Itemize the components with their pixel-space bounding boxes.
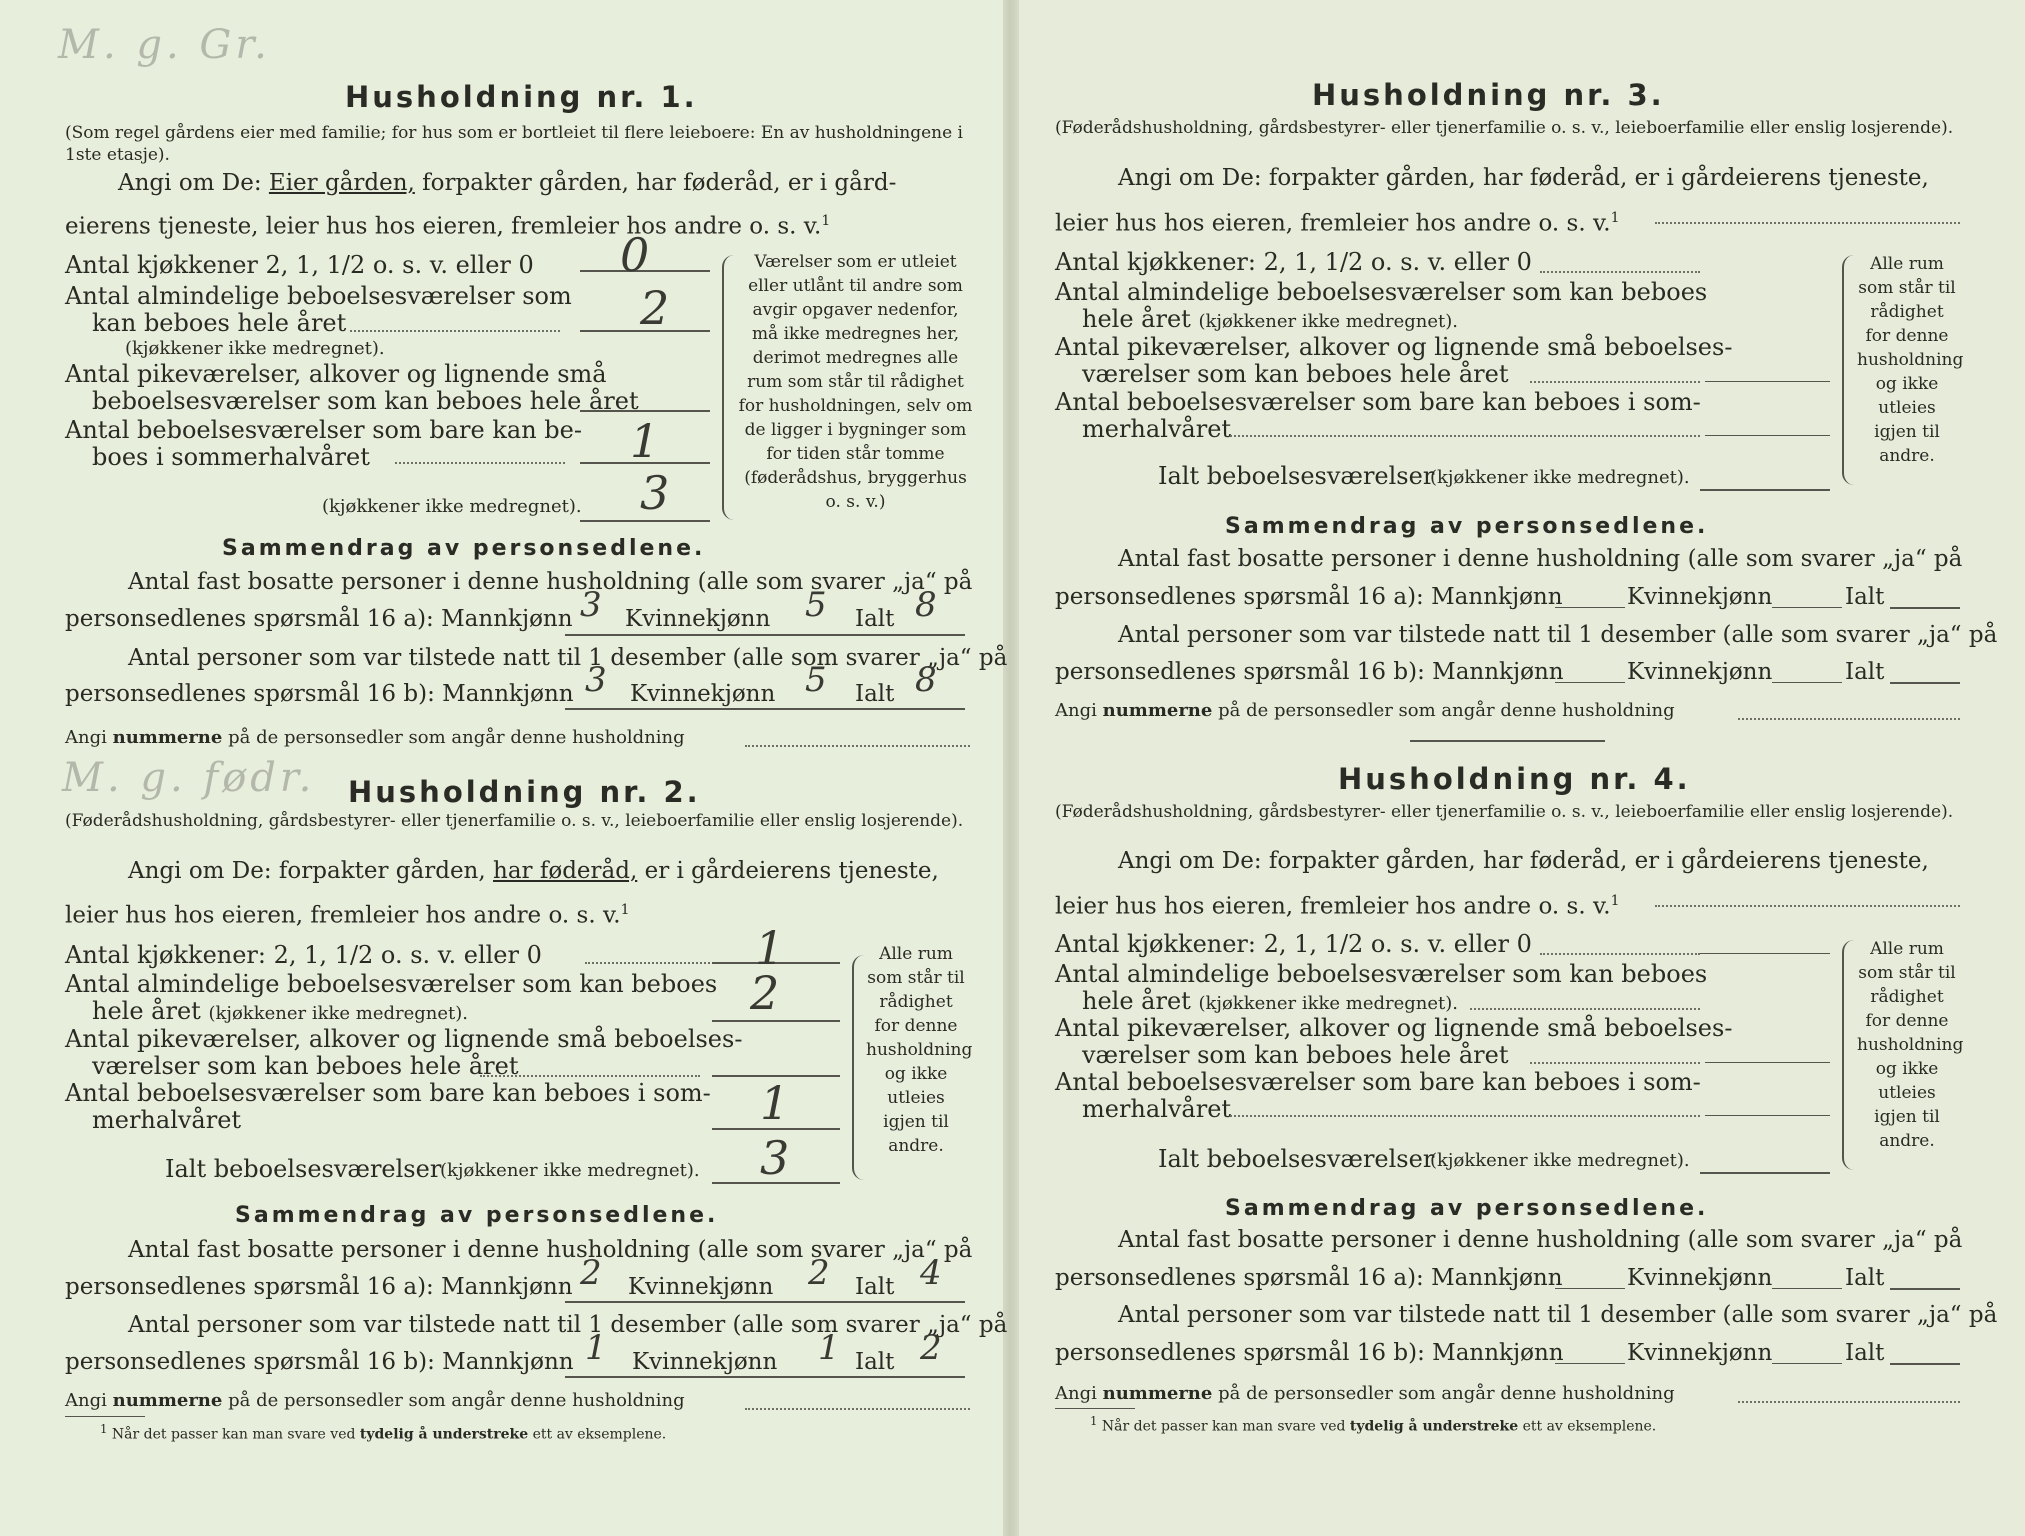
h2-rooms-value: 2	[750, 966, 780, 1020]
h4-fast-line2: personsedlenes spørsmål 16 a): Mannkjønn	[1055, 1265, 1563, 1291]
h1-present-line2: personsedlenes spørsmål 16 b): Mannkjønn	[65, 681, 574, 707]
h3-present-total-line	[1890, 682, 1960, 684]
h3-numbers-dots	[1738, 718, 1960, 720]
h2-present-line2: personsedlenes spørsmål 16 b): Mannkjønn	[65, 1349, 574, 1375]
h4-question-line1: Angi om De: forpakter gården, har føderåd, er i gårdeierens tjeneste,	[1118, 848, 1929, 874]
h2-total-value: 3	[760, 1131, 790, 1185]
h4-rooms-label-a: Antal almindelige beboelsesværelser som kan beboes	[1055, 960, 1708, 988]
h3-summer-label-a: Antal beboelsesværelser som bare kan beboes i som-	[1055, 388, 1701, 416]
h3-question-line2: leier hus hos eieren, fremleier hos andre o. s. v.$^1$	[1055, 210, 1620, 237]
h1-rooms-label-b: kan beboes hele året	[92, 309, 347, 337]
h4-kitchens-dots	[1540, 953, 1700, 955]
h2-summer-label-b: merhalvåret	[92, 1106, 242, 1134]
h2-brace	[852, 955, 864, 1180]
h4-kitchens-line	[1700, 953, 1830, 954]
h1-intro-label: Angi om De:	[118, 170, 262, 196]
h1-numbers-dots	[745, 745, 970, 747]
h4-box-note: Alle rum som står til rådighet for denne husholdning og ikke utleies igjen til andre.	[1857, 939, 1964, 1151]
h2-rooms-label-b: hele året (kjøkkener ikke medregnet).	[92, 997, 469, 1025]
h1-rooms-dots	[350, 330, 560, 332]
h4-rooms-label-b: hele året (kjøkkener ikke medregnet).	[1082, 987, 1459, 1015]
h2-fast-male-value: 2	[580, 1253, 602, 1293]
h3-fast-line2: personsedlenes spørsmål 16 a): Mannkjønn	[1055, 584, 1563, 610]
h3-present-line1: Antal personer som var tilstede natt til 1 desember (alle som svarer „ja“ på	[1118, 622, 1998, 648]
h3-present-line2: personsedlenes spørsmål 16 b): Mannkjønn	[1055, 659, 1564, 685]
h2-kitchens-value: 1	[755, 921, 785, 975]
h3-fast-line1: Antal fast bosatte personer i denne husholdning (alle som svarer „ja“ på	[1118, 546, 1963, 572]
h3-fast-male-line	[1555, 607, 1625, 608]
h3-rooms-label-b: hele året (kjøkkener ikke medregnet).	[1082, 305, 1459, 333]
h3-rooms-label-a: Antal almindelige beboelsesværelser som kan beboes	[1055, 278, 1708, 306]
h1-fast-total-label: Ialt	[855, 606, 895, 632]
h3-fast-total-label: Ialt	[1845, 584, 1885, 610]
h4-fast-male-line	[1555, 1288, 1625, 1289]
h1-fast-male-value: 3	[580, 585, 602, 625]
h1-question-line2: eierens tjeneste, leier hus hos eieren, fremleier hos andre o. s. v.$^1$	[65, 213, 831, 240]
h1-present-total-label: Ialt	[855, 681, 895, 707]
h3-question-line1: Angi om De: forpakter gården, har føderåd, er i gårdeierens tjeneste,	[1118, 165, 1929, 191]
h4-numbers-line: Angi nummerne på de personsedler som angår denne husholdning	[1055, 1383, 1675, 1404]
h2-box-note: Alle rum som står til rådighet for denne husholdning og ikke utleies igjen til andre.	[866, 944, 973, 1156]
h1-fast-line	[565, 634, 965, 636]
h1-fast-line1: Antal fast bosatte personer i denne husholdning (alle som svarer „ja“ på	[128, 569, 973, 595]
h1-summer-value: 1	[630, 414, 660, 468]
h2-fast-total-label: Ialt	[855, 1274, 895, 1300]
left-footnote-rule	[65, 1416, 145, 1417]
h4-question-dots	[1655, 905, 1960, 907]
h2-rooms-line	[712, 1020, 840, 1022]
h3-total-line	[1700, 489, 1830, 491]
h2-maid-label-a: Antal pikeværelser, alkover og lignende små beboelses-	[65, 1025, 743, 1053]
h1-present-line1: Antal personer som var tilstede natt til 1 desember (alle som svarer „ja“ på	[128, 645, 1008, 671]
h1-total-value: 3	[640, 466, 670, 520]
h2-present-total-value: 2	[920, 1328, 942, 1368]
h2-fast-total-value: 4	[920, 1253, 942, 1293]
h3-present-female-line	[1772, 682, 1842, 683]
h2-maid-label-b: værelser som kan beboes hele året	[92, 1052, 519, 1080]
h4-summer-dots	[1230, 1115, 1700, 1117]
h3-maid-dots	[1530, 381, 1700, 383]
h1-brace	[722, 255, 734, 520]
h1-fast-female-value: 5	[805, 585, 827, 625]
h1-total-line	[580, 520, 710, 522]
h2-fast-female-label: Kvinnekjønn	[628, 1274, 774, 1300]
h1-present-male-value: 3	[585, 660, 607, 700]
h4-subtitle: (Føderådshusholdning, gårdsbestyrer- eller tjenerfamilie o. s. v., leieboerfamilie eller enslig losjerende).	[1055, 802, 1954, 822]
h3-maid-label-a: Antal pikeværelser, alkover og lignende små beboelses-	[1055, 333, 1733, 361]
h1-fast-female-label: Kvinnekjønn	[625, 606, 771, 632]
section-divider	[1410, 740, 1605, 742]
h4-fast-total-label: Ialt	[1845, 1265, 1885, 1291]
h2-present-line	[565, 1376, 965, 1378]
h1-summer-dots	[395, 462, 565, 464]
h1-rooms-label-a: Antal almindelige beboelsesværelser som	[65, 282, 572, 310]
right-footnote: $^1$ Når det passer kan man svare ved tydelig å understreke ett av eksemplene.	[1090, 1414, 1657, 1435]
h1-rooms-value: 2	[640, 281, 670, 335]
h2-question-line2: leier hus hos eieren, fremleier hos andre o. s. v.$^1$	[65, 902, 630, 929]
h4-numbers-dots	[1738, 1401, 1960, 1403]
h1-title: Husholdning nr. 1.	[345, 80, 698, 114]
h1-summer-label-b: boes i sommerhalvåret	[92, 443, 370, 471]
h4-summer-label-a: Antal beboelsesværelser som bare kan beboes i som-	[1055, 1068, 1701, 1096]
h4-present-total-label: Ialt	[1845, 1340, 1885, 1366]
h3-present-total-label: Ialt	[1845, 659, 1885, 685]
h2-summer-value: 1	[760, 1076, 790, 1130]
h3-maid-line	[1705, 381, 1830, 382]
pencil-note-top: M. g. Gr.	[58, 22, 271, 68]
h4-summer-line	[1705, 1115, 1830, 1116]
h1-summer-label-a: Antal beboelsesværelser som bare kan be-	[65, 416, 582, 444]
h2-total-note: (kjøkkener ikke medregnet).	[440, 1160, 700, 1181]
h3-fast-female-label: Kvinnekjønn	[1627, 584, 1773, 610]
h4-maid-dots	[1530, 1062, 1700, 1064]
left-footnote: $^1$ Når det passer kan man svare ved tydelig å understreke ett av eksemplene.	[100, 1422, 667, 1443]
h3-subtitle: (Føderådshusholdning, gårdsbestyrer- eller tjenerfamilie o. s. v., leieboerfamilie eller enslig losjerende).	[1055, 118, 1954, 138]
h4-present-line2: personsedlenes spørsmål 16 b): Mannkjønn	[1055, 1340, 1564, 1366]
h1-box-note: Værelser som er utleiet eller utlånt til andre som avgir opgaver nedenfor, må ikke medregnes her, derimot medregnes alle rum som står til rådighet for husholdningen, selv om de ligger i bygninger som for tiden står tomme (føderådshus, bryggerhus o. s. v.)	[738, 252, 973, 512]
h4-brace	[1842, 940, 1854, 1170]
h1-kitchens-label: Antal kjøkkener 2, 1, 1/2 o. s. v. eller 0	[65, 251, 534, 279]
h1-fast-total-value: 8	[915, 585, 937, 625]
h1-present-total-value: 8	[915, 660, 937, 700]
h2-summer-label-a: Antal beboelsesværelser som bare kan beboes i som-	[65, 1079, 711, 1107]
h3-title: Husholdning nr. 3.	[1312, 78, 1665, 112]
h3-numbers-line: Angi nummerne på de personsedler som angår denne husholdning	[1055, 700, 1675, 721]
h2-subtitle: (Føderådshusholdning, gårdsbestyrer- eller tjenerfamilie o. s. v., leieboerfamilie eller enslig losjerende).	[65, 811, 964, 831]
h2-fast-line1: Antal fast bosatte personer i denne husholdning (alle som svarer „ja“ på	[128, 1237, 973, 1263]
pencil-note-middle: M. g. fødr.	[62, 755, 316, 801]
h4-maid-label-b: værelser som kan beboes hele året	[1082, 1041, 1509, 1069]
h3-fast-female-line	[1772, 607, 1842, 608]
h3-brace	[1842, 255, 1854, 485]
h1-fast-line2: personsedlenes spørsmål 16 a): Mannkjønn	[65, 606, 573, 632]
h4-present-line1: Antal personer som var tilstede natt til 1 desember (alle som svarer „ja“ på	[1118, 1302, 1998, 1328]
h4-kitchens-label: Antal kjøkkener: 2, 1, 1/2 o. s. v. eller 0	[1055, 930, 1532, 958]
h2-total-label: Ialt beboelsesværelser	[165, 1155, 442, 1183]
h1-present-female-label: Kvinnekjønn	[630, 681, 776, 707]
h1-numbers-line: Angi nummerne på de personsedler som angår denne husholdning	[65, 727, 685, 748]
h1-present-line	[565, 708, 965, 710]
h2-present-female-value: 1	[818, 1328, 840, 1368]
h3-total-note: (kjøkkener ikke medregnet).	[1430, 467, 1690, 488]
h3-total-label: Ialt beboelsesværelser	[1158, 462, 1435, 490]
h4-summer-label-b: merhalvåret	[1082, 1095, 1232, 1123]
h1-rooms-label-c: (kjøkkener ikke medregnet).	[125, 338, 385, 359]
h4-rooms-dots	[1470, 1008, 1700, 1010]
h2-fast-female-value: 2	[808, 1253, 830, 1293]
h1-total-note: (kjøkkener ikke medregnet).	[322, 496, 582, 517]
h2-fast-line	[565, 1301, 965, 1303]
h2-maid-dots	[480, 1075, 700, 1077]
h2-summary-title: Sammendrag av personsedlene.	[235, 1203, 719, 1228]
h4-summary-title: Sammendrag av personsedlene.	[1225, 1196, 1709, 1221]
h4-present-total-line	[1890, 1363, 1960, 1365]
h1-present-female-value: 5	[805, 660, 827, 700]
h2-present-line1: Antal personer som var tilstede natt til 1 desember (alle som svarer „ja“ på	[128, 1312, 1008, 1338]
h1-subtitle: (Som regel gårdens eier med familie; for hus som er bortleiet til flere leieboere: En av husholdningene i 1ste etasje).	[65, 123, 963, 165]
h3-summer-dots	[1230, 435, 1700, 437]
h2-fast-line2: personsedlenes spørsmål 16 a): Mannkjønn	[65, 1274, 573, 1300]
h1-question-rest: forpakter gården, har føderåd, er i gård-	[422, 170, 897, 196]
h1-summary-title: Sammendrag av personsedlene.	[222, 536, 706, 561]
h4-total-line	[1700, 1172, 1830, 1174]
h1-maid-label-b: beboelsesværelser som kan beboes hele året	[92, 387, 639, 415]
h1-kitchens-value: 0	[620, 228, 650, 282]
h3-present-female-label: Kvinnekjønn	[1627, 659, 1773, 685]
h1-answer-eier: Eier gården,	[268, 170, 415, 196]
h1-maid-line	[580, 410, 710, 412]
right-footnote-rule	[1055, 1408, 1135, 1409]
h2-numbers-line: Angi nummerne på de personsedler som angår denne husholdning	[65, 1390, 685, 1411]
h3-summer-label-b: merhalvåret	[1082, 415, 1232, 443]
h4-fast-female-label: Kvinnekjønn	[1627, 1265, 1773, 1291]
h3-maid-label-b: værelser som kan beboes hele året	[1082, 360, 1509, 388]
h4-fast-female-line	[1772, 1288, 1842, 1289]
h1-question-line1	[118, 168, 896, 198]
h4-present-female-label: Kvinnekjønn	[1627, 1340, 1773, 1366]
h2-numbers-dots	[745, 1408, 970, 1410]
h3-summer-line	[1705, 435, 1830, 436]
h4-present-male-line	[1555, 1363, 1625, 1364]
h4-present-female-line	[1772, 1363, 1842, 1364]
h4-fast-line1: Antal fast bosatte personer i denne husholdning (alle som svarer „ja“ på	[1118, 1227, 1963, 1253]
h2-present-female-label: Kvinnekjønn	[632, 1349, 778, 1375]
h2-answer-foderad: har føderåd,	[493, 858, 638, 884]
h3-kitchens-label: Antal kjøkkener: 2, 1, 1/2 o. s. v. eller 0	[1055, 248, 1532, 276]
h2-present-male-value: 1	[585, 1328, 607, 1368]
h4-total-note: (kjøkkener ikke medregnet).	[1430, 1150, 1690, 1171]
h1-maid-label-a: Antal pikeværelser, alkover og lignende små	[65, 360, 607, 388]
h2-present-total-label: Ialt	[855, 1349, 895, 1375]
h4-maid-label-a: Antal pikeværelser, alkover og lignende små beboelses-	[1055, 1014, 1733, 1042]
h2-question-line1: Angi om De: forpakter gården, har føderåd, er i gårdeierens tjeneste,	[128, 858, 939, 884]
h3-summary-title: Sammendrag av personsedlene.	[1225, 514, 1709, 539]
h2-title: Husholdning nr. 2.	[348, 775, 701, 809]
h4-title: Husholdning nr. 4.	[1338, 762, 1691, 796]
h3-kitchens-dots	[1540, 271, 1700, 273]
h4-maid-line	[1705, 1062, 1830, 1063]
h3-fast-total-line	[1890, 607, 1960, 609]
h2-kitchens-dots	[585, 962, 710, 964]
h3-box-note: Alle rum som står til rådighet for denne husholdning og ikke utleies igjen til andre.	[1857, 254, 1964, 466]
h2-rooms-label-a: Antal almindelige beboelsesværelser som kan beboes	[65, 970, 718, 998]
h4-fast-total-line	[1890, 1288, 1960, 1290]
h4-question-line2: leier hus hos eieren, fremleier hos andre o. s. v.$^1$	[1055, 893, 1620, 920]
h4-total-label: Ialt beboelsesværelser	[1158, 1145, 1435, 1173]
book-gutter	[1003, 0, 1019, 1536]
h3-present-male-line	[1555, 682, 1625, 683]
h2-kitchens-label: Antal kjøkkener: 2, 1, 1/2 o. s. v. eller 0	[65, 941, 542, 969]
h3-question-dots	[1655, 222, 1960, 224]
